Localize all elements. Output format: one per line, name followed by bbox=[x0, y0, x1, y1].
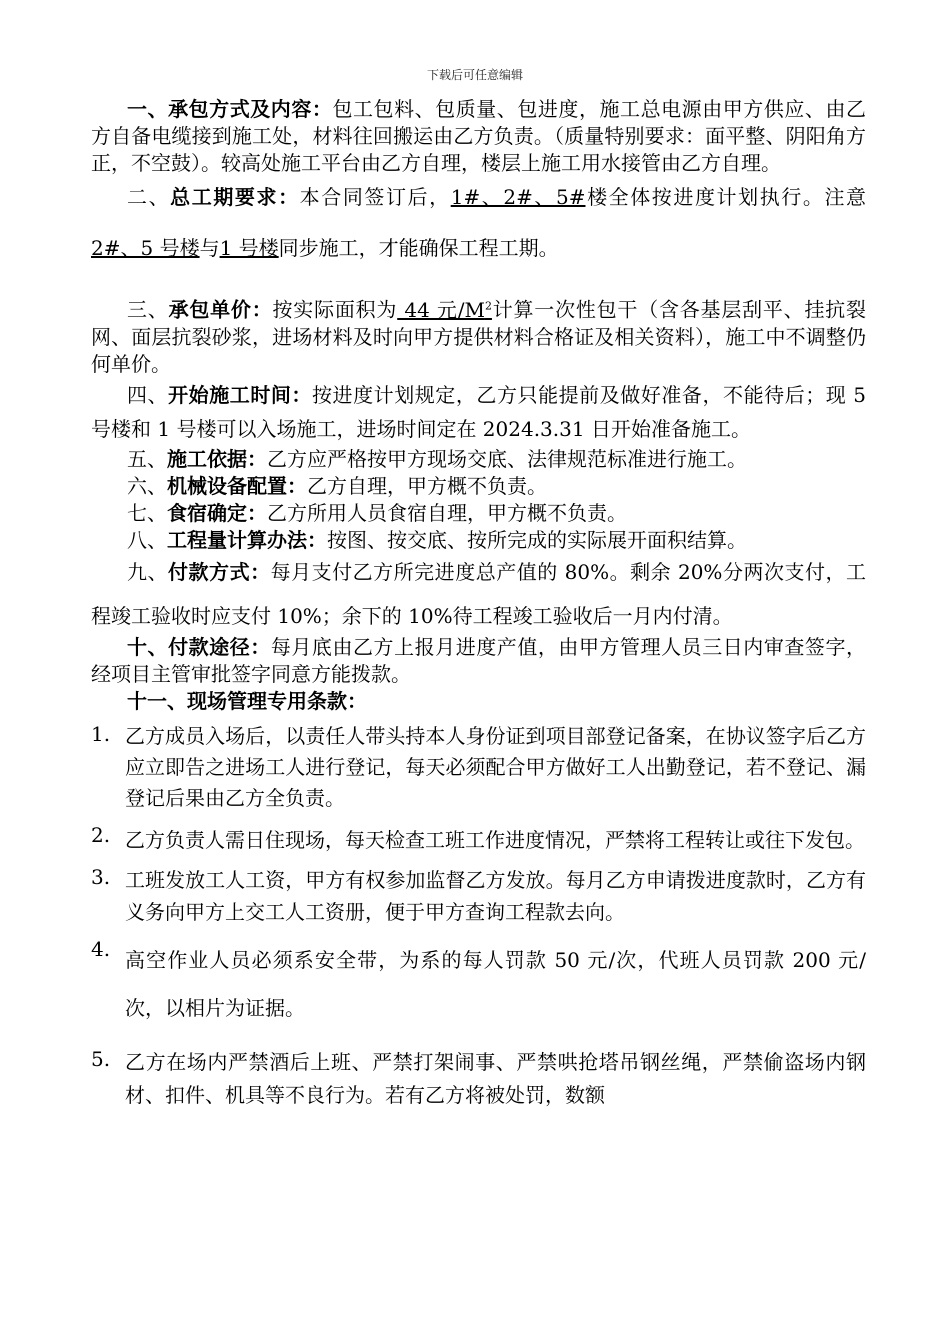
clause-8-text: 按图、按交底、按所完成的实际展开面积结算。 bbox=[327, 527, 747, 552]
clause-3-price: 44 元/M bbox=[397, 297, 485, 322]
clause-1-label: 一、承包方式及内容： bbox=[127, 97, 333, 121]
clause-2 bbox=[91, 172, 866, 274]
clause-2-text-3: 注意 bbox=[824, 185, 867, 209]
clause-7-label: 食宿确定： bbox=[167, 500, 267, 525]
list-item bbox=[91, 936, 866, 1032]
clause-2-text: 本合同签订后， bbox=[299, 185, 451, 209]
list-item-number: 3. bbox=[91, 864, 111, 889]
clause-11-heading: 十一、现场管理专用条款： bbox=[127, 688, 367, 713]
clause-3-sup: 2 bbox=[484, 299, 492, 312]
clause-7-prefix: 七、 bbox=[127, 500, 167, 525]
clause-3-label: 承包单价： bbox=[168, 297, 273, 322]
clause-2-text-2: 楼全体按进度计划执行。 bbox=[585, 185, 825, 209]
list-item bbox=[91, 1046, 866, 1112]
clause-2-prefix: 二、 bbox=[127, 185, 171, 209]
clause-8-prefix: 八、 bbox=[127, 527, 167, 552]
clause-6 bbox=[91, 473, 866, 500]
clause-4-prefix: 四、 bbox=[127, 382, 169, 407]
clause-6-text: 乙方自理，甲方概不负责。 bbox=[307, 473, 547, 498]
clause-6-prefix: 六、 bbox=[127, 473, 167, 498]
clause-1 bbox=[91, 96, 866, 177]
clause-2-text-5: 同步施工，才能确保工程工期。 bbox=[278, 236, 559, 260]
clause-2-label: 总工期要求： bbox=[170, 185, 300, 209]
clause-1-text: 包工包料、包质量、包进度，施工总电源由甲方供应、由乙方自备电缆接到施工处，材料往回搬运由乙方负责。（质量特别要求：面平整、阴阳角方正，不空鼓）。较高处施工平台由乙方自理，楼层上施工用水接管由乙方自理。 bbox=[91, 97, 867, 175]
list-item-text: 乙方成员入场后，以责任人带头持本人身份证到项目部登记备案，在协议签字后乙方应立即告之进场工人进行登记，每天必须配合甲方做好工人出勤登记，若不登记、漏登记后果由乙方全负责。 bbox=[125, 723, 866, 810]
list-item bbox=[91, 721, 866, 814]
list-item-number: 2. bbox=[91, 822, 111, 847]
clause-3-unit-price bbox=[397, 298, 492, 322]
clause-10-text: 每月底由乙方上报月进度产值，由甲方管理人员三日内审查签字，经项目主管审批签字同意方能拨款。 bbox=[91, 634, 867, 686]
clause-7 bbox=[91, 500, 866, 527]
clause-9-label: 付款方式： bbox=[168, 559, 271, 584]
clause-4 bbox=[91, 378, 866, 446]
clause-10 bbox=[91, 634, 866, 688]
clause-7-text: 乙方所用人员食宿自理，甲方概不负责。 bbox=[267, 500, 627, 525]
clause-2-buildings: 1#、2#、5# bbox=[450, 185, 586, 209]
list-item-number: 1. bbox=[91, 721, 111, 746]
clause-5-text: 乙方应严格按甲方现场交底、法律规范标准进行施工。 bbox=[267, 446, 747, 471]
clause-3-text-2: 计算一次性包干（含各基层刮平、挂抗裂网、面层抗裂砂浆，进场材料及时向甲方提供材料合格证及相关资料），施工中不调整仍何单价。 bbox=[91, 297, 867, 376]
list-item-text: 乙方在场内严禁酒后上班、严禁打架闹事、严禁哄抢塔吊钢丝绳，严禁偷盗场内钢材、扣件、机具等不良行为。若有乙方将被处罚，数额 bbox=[125, 1049, 866, 1107]
list-item bbox=[91, 864, 866, 928]
list-item-text: 工班发放工人工资，甲方有权参加监督乙方发放。每月乙方申请拨进度款时，乙方有义务向甲方上交工人工资册，便于甲方查询工程款去向。 bbox=[125, 867, 866, 924]
clause-9-prefix: 九、 bbox=[127, 559, 169, 584]
clause-6-label: 机械设备配置： bbox=[167, 473, 307, 498]
clause-8-label: 工程量计算办法： bbox=[167, 527, 327, 552]
list-item-number: 4. bbox=[91, 936, 111, 961]
clause-5-label: 施工依据： bbox=[167, 446, 267, 471]
contract-body bbox=[91, 96, 866, 1112]
clause-2-text-4: 与 bbox=[199, 236, 220, 260]
clause-3 bbox=[91, 292, 866, 378]
clause-2-buildings-2: 2#、5 号楼 bbox=[91, 236, 200, 260]
clause-4-text: 按进度计划规定，乙方只能提前及做好准备，不能待后；现 5 号楼和 1 号楼可以入场施工，进场时间定在 2024.3.31 日开始准备施工。 bbox=[91, 382, 866, 441]
clause-9-text: 每月支付乙方所完进度总产值的 80%。剩余 20%分两次支付，工程竣工验收时应支付 10%；余下的 10%待工程竣工验收后一月内付清。 bbox=[91, 559, 867, 628]
list-item-text: 高空作业人员必须系安全带，为系的每人罚款 50 元/次，代班人员罚款 200 元/次，以相片为证据。 bbox=[125, 947, 866, 1020]
clause-4-label: 开始施工时间： bbox=[168, 382, 312, 407]
clause-5-prefix: 五、 bbox=[127, 446, 167, 471]
clause-10-label: 十、付款途径： bbox=[127, 634, 271, 659]
clause-9 bbox=[91, 550, 866, 638]
list-item bbox=[91, 822, 866, 858]
list-item-number: 5. bbox=[91, 1046, 111, 1071]
clause-3-text: 按实际面积为 bbox=[272, 297, 398, 322]
clause-5 bbox=[91, 446, 866, 473]
clause-3-prefix: 三、 bbox=[127, 297, 169, 322]
clause-2-building-1: 1 号楼 bbox=[219, 236, 279, 260]
download-note: 下载后可任意编辑 bbox=[426, 68, 523, 82]
list-item-text: 乙方负责人需日住现场，每天检查工班工作进度情况，严禁将工程转让或往下发包。 bbox=[125, 827, 865, 852]
